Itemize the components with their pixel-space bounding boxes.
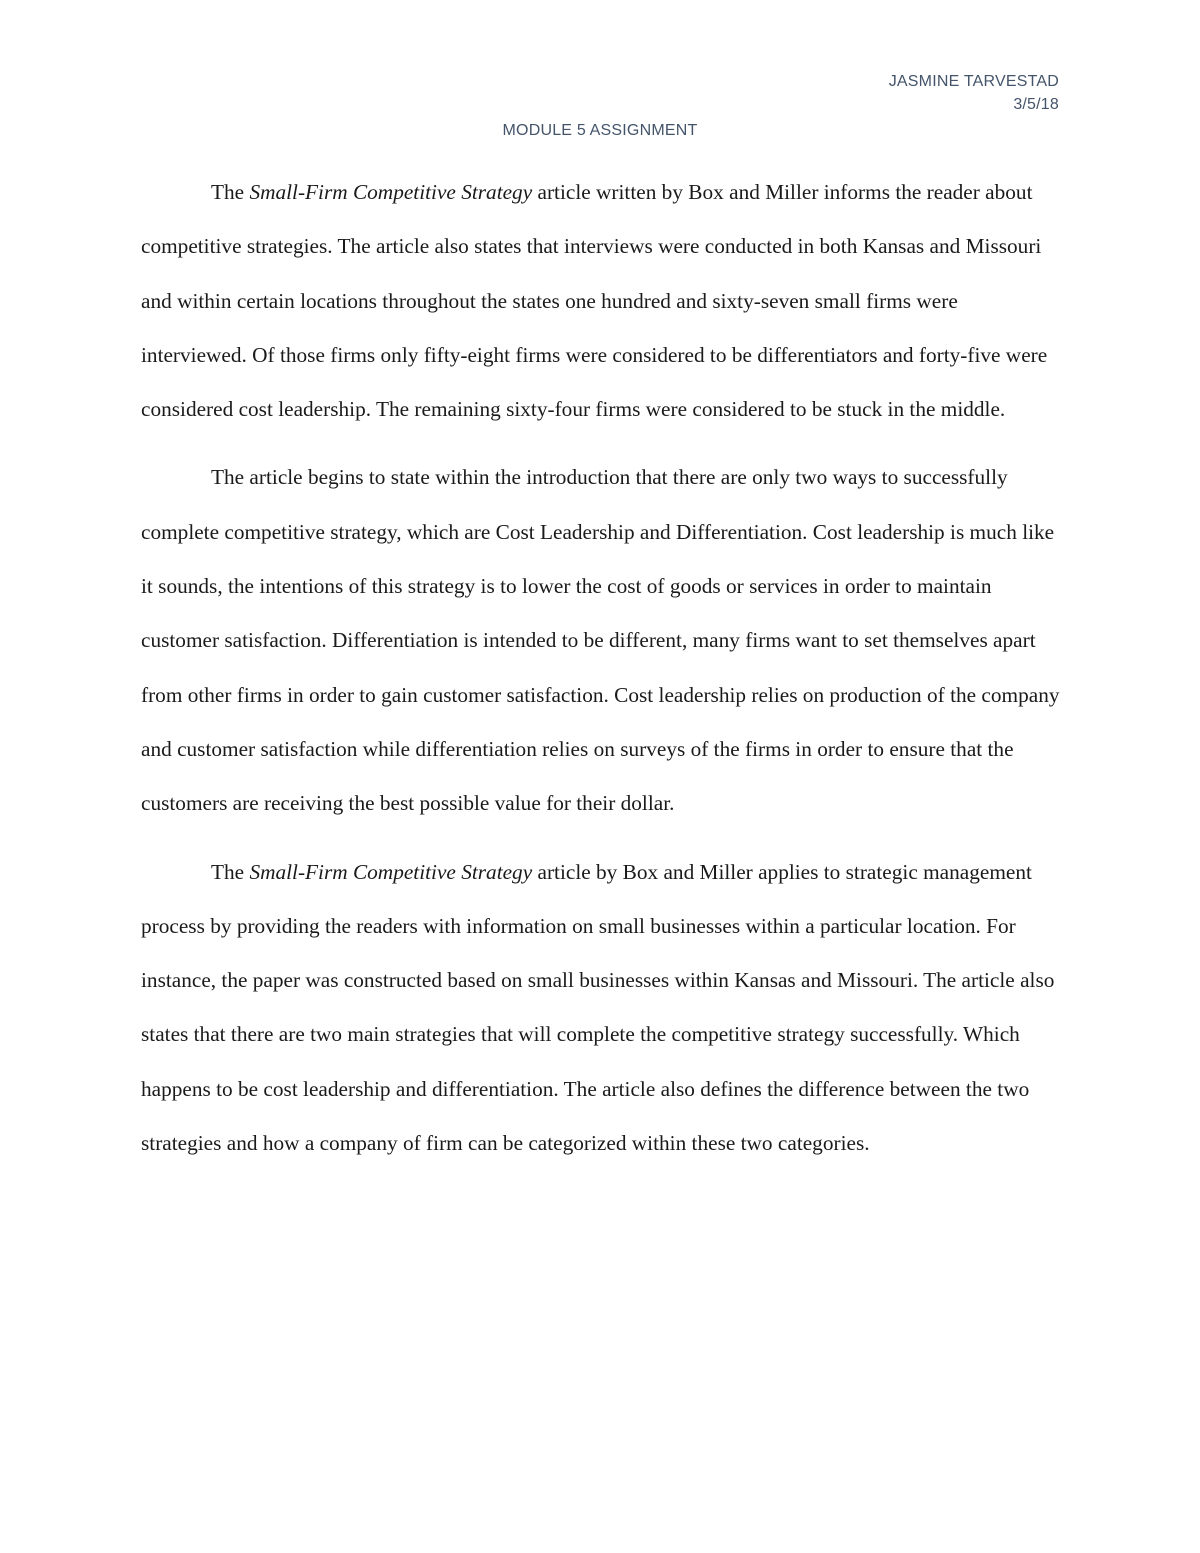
page-title: MODULE 5 ASSIGNMENT <box>502 122 698 139</box>
author-name: JASMINE TARVESTAD <box>888 73 1059 90</box>
paragraph-2 <box>141 450 1061 830</box>
paragraph-3-lead: The <box>211 859 250 884</box>
paragraph-3-article-title: Small-Firm Competitive Strategy <box>249 859 533 884</box>
paragraph-1 <box>141 165 1061 436</box>
document-body <box>141 165 1061 1184</box>
paragraph-1-rest: article written by Box and Miller informs the reader about competitive strategies. The article also states that interviews were conducted in both Kansas and Missouri and within certain locations throughout the states one hundred and sixty-seven small firms were interviewed. Of those firms only fifty-eight firms were considered to be differentiators and forty-five were considered cost leadership. The remaining sixty-four firms were considered to be stuck in the middle. <box>141 180 1048 422</box>
paragraph-1-lead: The <box>211 180 250 204</box>
paragraph-1-article-title: Small-Firm Competitive Strategy <box>249 180 533 204</box>
paragraph-3-rest: article by Box and Miller applies to strategic management process by providing the readers with information on small businesses within a particular location. For instance, the paper was constructed based on small businesses within Kansas and Missouri. The article also states that there are two main strategies that will complete the competitive strategy successfully. Which happens to be cost leadership and differentiation. The article also defines the difference between the two strategies and how a company of firm can be categorized within these two categories. <box>141 859 1055 1156</box>
paragraph-2-lead: The article begins to state within the introduction that there are only two ways to successfully complete competitive strategy, which are Cost Leadership and Differentiation. Cost leadership is much like it sounds, the intentions of this strategy is to lower the cost of goods or services in order to maintain customer satisfaction. Differentiation is intended to be different, many firms want to set themselves apart from other firms in order to gain customer satisfaction. Cost leadership relies on production of the company and customer satisfaction while differentiation relies on surveys of the firms in order to ensure that the customers are receiving the best possible value for their dollar. <box>141 465 1060 816</box>
document-date: 3/5/18 <box>1013 96 1059 113</box>
document-header <box>889 70 1059 116</box>
paragraph-3 <box>141 845 1061 1171</box>
